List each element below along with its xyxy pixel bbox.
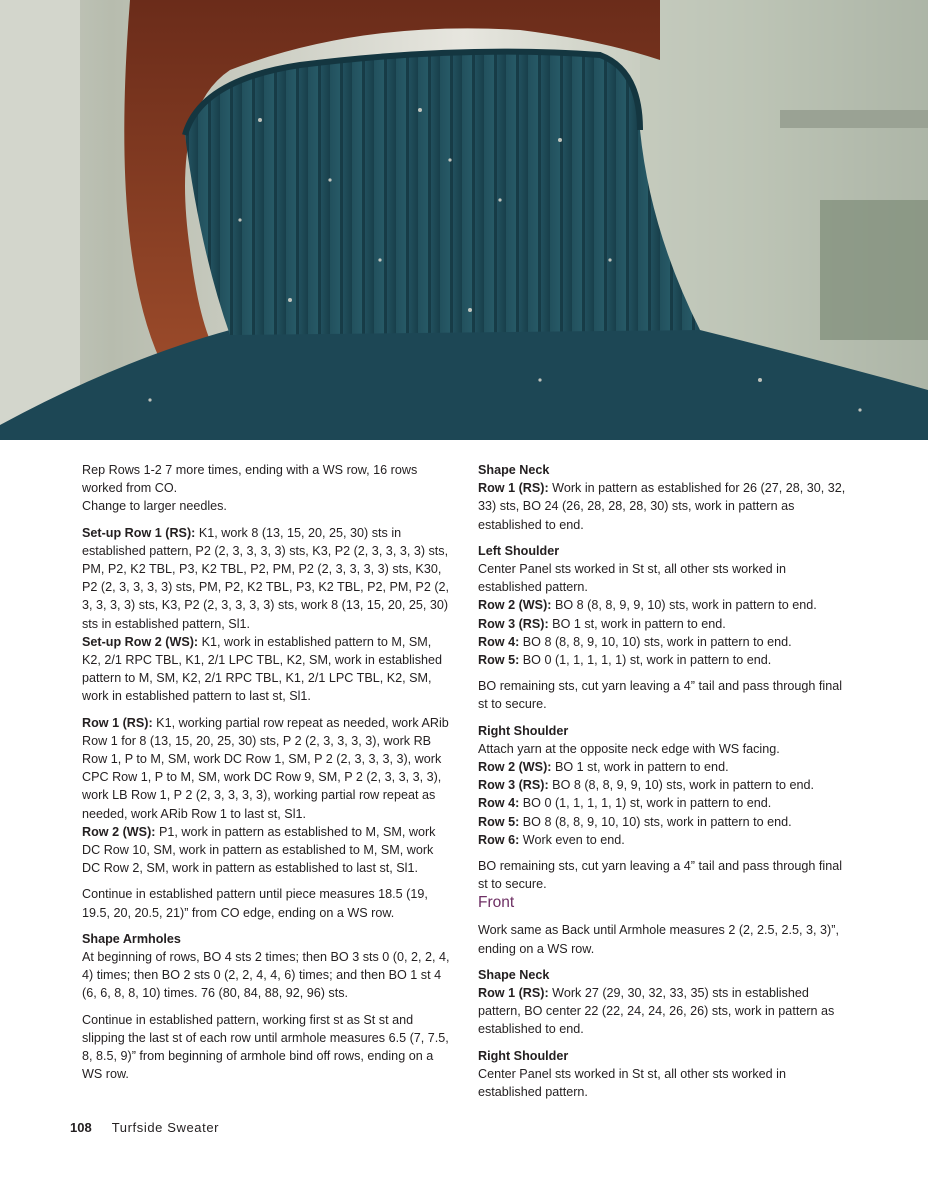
left-shoulder-row xyxy=(478,596,850,614)
row-1 xyxy=(82,714,452,823)
shape-neck-row-1 xyxy=(478,479,850,534)
continue-paragraph-1: Continue in established pattern until piece measures 18.5 (19, 19.5, 20, 20.5, 21)” from CO edge, ending on a WS row. xyxy=(82,887,428,920)
row-label: Row 5: xyxy=(478,814,520,829)
row-label: Row 2 (WS): xyxy=(478,760,552,775)
right-shoulder-row xyxy=(478,758,850,776)
right-shoulder-intro: Attach yarn at the opposite neck edge with WS facing. xyxy=(478,741,780,756)
right-shoulder-row xyxy=(478,794,850,812)
right-shoulder-heading: Right Shoulder xyxy=(478,723,569,738)
setup-row-2 xyxy=(82,633,452,706)
setup-row-1-text: K1, work 8 (13, 15, 20, 25, 30) sts in established pattern, P2 (2, 3, 3, 3, 3) sts, K3, P2 (2, 3, 3, 3, 3) sts, PM, P2, K2 TBL, P3, K2 TBL, P2, PM, P2 (2, 3, 3, 3, 3) sts, K30, P2 (2, 3, 3, 3, 3) sts, PM, P2, K2 TBL, P3, K2 TBL, P2, PM, P2 (2, 3, 3, 3, 3) sts, K3, P2 (2, 3, 3, 3, 3) sts, work 8 (13, 15, 20, 25, 30) sts in established pattern, Sl1. xyxy=(82,525,450,631)
left-shoulder-heading: Left Shoulder xyxy=(478,543,560,558)
row-text: Work even to end. xyxy=(519,832,625,847)
shape-armholes-text: At beginning of rows, BO 4 sts 2 times; then BO 3 sts 0 (0, 2, 2, 4, 4) times; then BO 2 sts 0 (2, 2, 4, 4, 6) times; and then BO 1 st 4 (6, 6, 8, 8, 10) times. 76 (80, 84, 88, 92, 96) sts. xyxy=(82,950,450,1001)
shape-neck-row-1-label: Row 1 (RS): xyxy=(478,481,549,496)
continue-paragraph-2: Continue in established pattern, working first st as St st and slipping the last st of each row until armhole measures 6.5 (7, 7.5, 8, 8.5, 9)” from beginning of armhole bind off rows, ending on a WS row. xyxy=(82,1012,449,1082)
page-number: 108 xyxy=(70,1120,92,1135)
right-shoulder-row xyxy=(478,813,850,831)
setup-row-1 xyxy=(82,524,452,633)
left-column xyxy=(82,461,452,1092)
shape-neck-row-1-text: Work in pattern as established for 26 (27, 28, 30, 32, 33) sts, BO 24 (26, 28, 28, 28, 30) sts, work in pattern as established to end. xyxy=(478,481,846,532)
intro-line-1: Rep Rows 1-2 7 more times, ending with a WS row, 16 rows worked from CO. xyxy=(82,463,418,496)
shape-armholes-heading: Shape Armholes xyxy=(82,931,181,946)
front-right-shoulder-text: Center Panel sts worked in St st, all other sts worked in established pattern. xyxy=(478,1066,786,1100)
front-shape-neck-row-1-text: Work 27 (29, 30, 32, 33, 35) sts in established pattern, BO center 22 (22, 24, 24, 26, 26) sts, work in pattern as established to end. xyxy=(478,986,835,1037)
right-shoulder-row xyxy=(478,776,850,794)
shape-neck-heading: Shape Neck xyxy=(478,463,550,477)
row-2-text: P1, work in pattern as established to M, SM, work DC Row 10, SM, work in pattern as established to M, SM, work DC Row 2, SM, work in pattern as established to last st, Sl1. xyxy=(82,824,436,876)
page-footer xyxy=(70,1120,219,1135)
left-shoulder-row xyxy=(478,633,850,651)
setup-row-2-text: K1, work in established pattern to M, SM, K2, 2/1 RPC TBL, K1, 2/1 LPC TBL, K2, SM, work in established pattern to M, SM, K2, 2/1 RPC TBL, K1, 2/1 LPC TBL, K2, SM, work in established pattern to last st, Sl1. xyxy=(82,634,443,704)
front-right-shoulder-heading: Right Shoulder xyxy=(478,1048,569,1063)
left-shoulder-finish: BO remaining sts, cut yarn leaving a 4” tail and pass through final st to secure. xyxy=(478,679,843,712)
setup-row-1-label: Set-up Row 1 (RS): xyxy=(82,525,196,540)
row-label: Row 6: xyxy=(478,832,520,847)
sweater-back-photo xyxy=(0,0,928,440)
row-label: Row 2 (WS): xyxy=(478,598,552,613)
left-shoulder-intro: Center Panel sts worked in St st, all other sts worked in established pattern. xyxy=(478,562,786,595)
row-label: Row 3 (RS): xyxy=(478,778,549,793)
left-shoulder-row xyxy=(478,615,850,633)
left-shoulder-row xyxy=(478,651,850,669)
row-2 xyxy=(82,823,452,878)
row-text: BO 8 (8, 8, 9, 9, 10) sts, work in pattern to end. xyxy=(548,778,814,793)
footer-title: Turfside Sweater xyxy=(111,1120,220,1135)
row-text: BO 8 (8, 8, 9, 10, 10) sts, work in pattern to end. xyxy=(519,634,792,649)
row-label: Row 3 (RS): xyxy=(478,616,549,631)
row-text: BO 1 st, work in pattern to end. xyxy=(548,616,726,631)
setup-row-2-label: Set-up Row 2 (WS): xyxy=(82,634,199,649)
row-label: Row 5: xyxy=(478,653,520,668)
row-text: BO 8 (8, 8, 9, 10, 10) sts, work in pattern to end. xyxy=(519,814,792,829)
front-shape-neck-heading: Shape Neck xyxy=(478,967,550,982)
row-text: BO 0 (1, 1, 1, 1, 1) st, work in pattern to end. xyxy=(519,796,772,811)
right-column xyxy=(478,461,850,1109)
right-shoulder-finish: BO remaining sts, cut yarn leaving a 4” tail and pass through final st to secure. xyxy=(478,859,843,892)
row-text: BO 8 (8, 8, 9, 9, 10) sts, work in pattern to end. xyxy=(551,598,817,613)
row-1-label: Row 1 (RS): xyxy=(82,715,153,730)
row-label: Row 4: xyxy=(478,634,520,649)
row-text: BO 0 (1, 1, 1, 1, 1) st, work in pattern to end. xyxy=(519,653,772,668)
right-shoulder-row xyxy=(478,831,850,849)
front-section-title: Front xyxy=(478,894,515,912)
front-shape-neck-row-1 xyxy=(478,984,850,1039)
row-2-label: Row 2 (WS): xyxy=(82,824,156,839)
row-1-text: K1, working partial row repeat as needed, work ARib Row 1 for 8 (13, 15, 20, 25, 30) sts, P 2 (2, 3, 3, 3, 3), work RB Row 1, P to M, SM, work DC Row 1, SM, P 2 (2, 3, 3, 3, 3), work CPC Row 1, P to M, SM, work DC Row 9, SM, P 2 (2, 3, 3, 3, 3), work LB Row 1, P 2 (2, 3, 3, 3, 3), working partial row repeat as needed, work ARib Row 1 to last st, Sl1. xyxy=(82,715,449,821)
front-shape-neck-row-1-label: Row 1 (RS): xyxy=(478,986,549,1001)
hero-photo xyxy=(0,0,928,440)
row-text: BO 1 st, work in pattern to end. xyxy=(551,760,729,775)
row-label: Row 4: xyxy=(478,796,520,811)
intro-line-2: Change to larger needles. xyxy=(82,499,227,514)
front-intro: Work same as Back until Armhole measures 2 (2, 2.5, 2.5, 3, 3)”, ending on a WS row. xyxy=(478,923,839,956)
